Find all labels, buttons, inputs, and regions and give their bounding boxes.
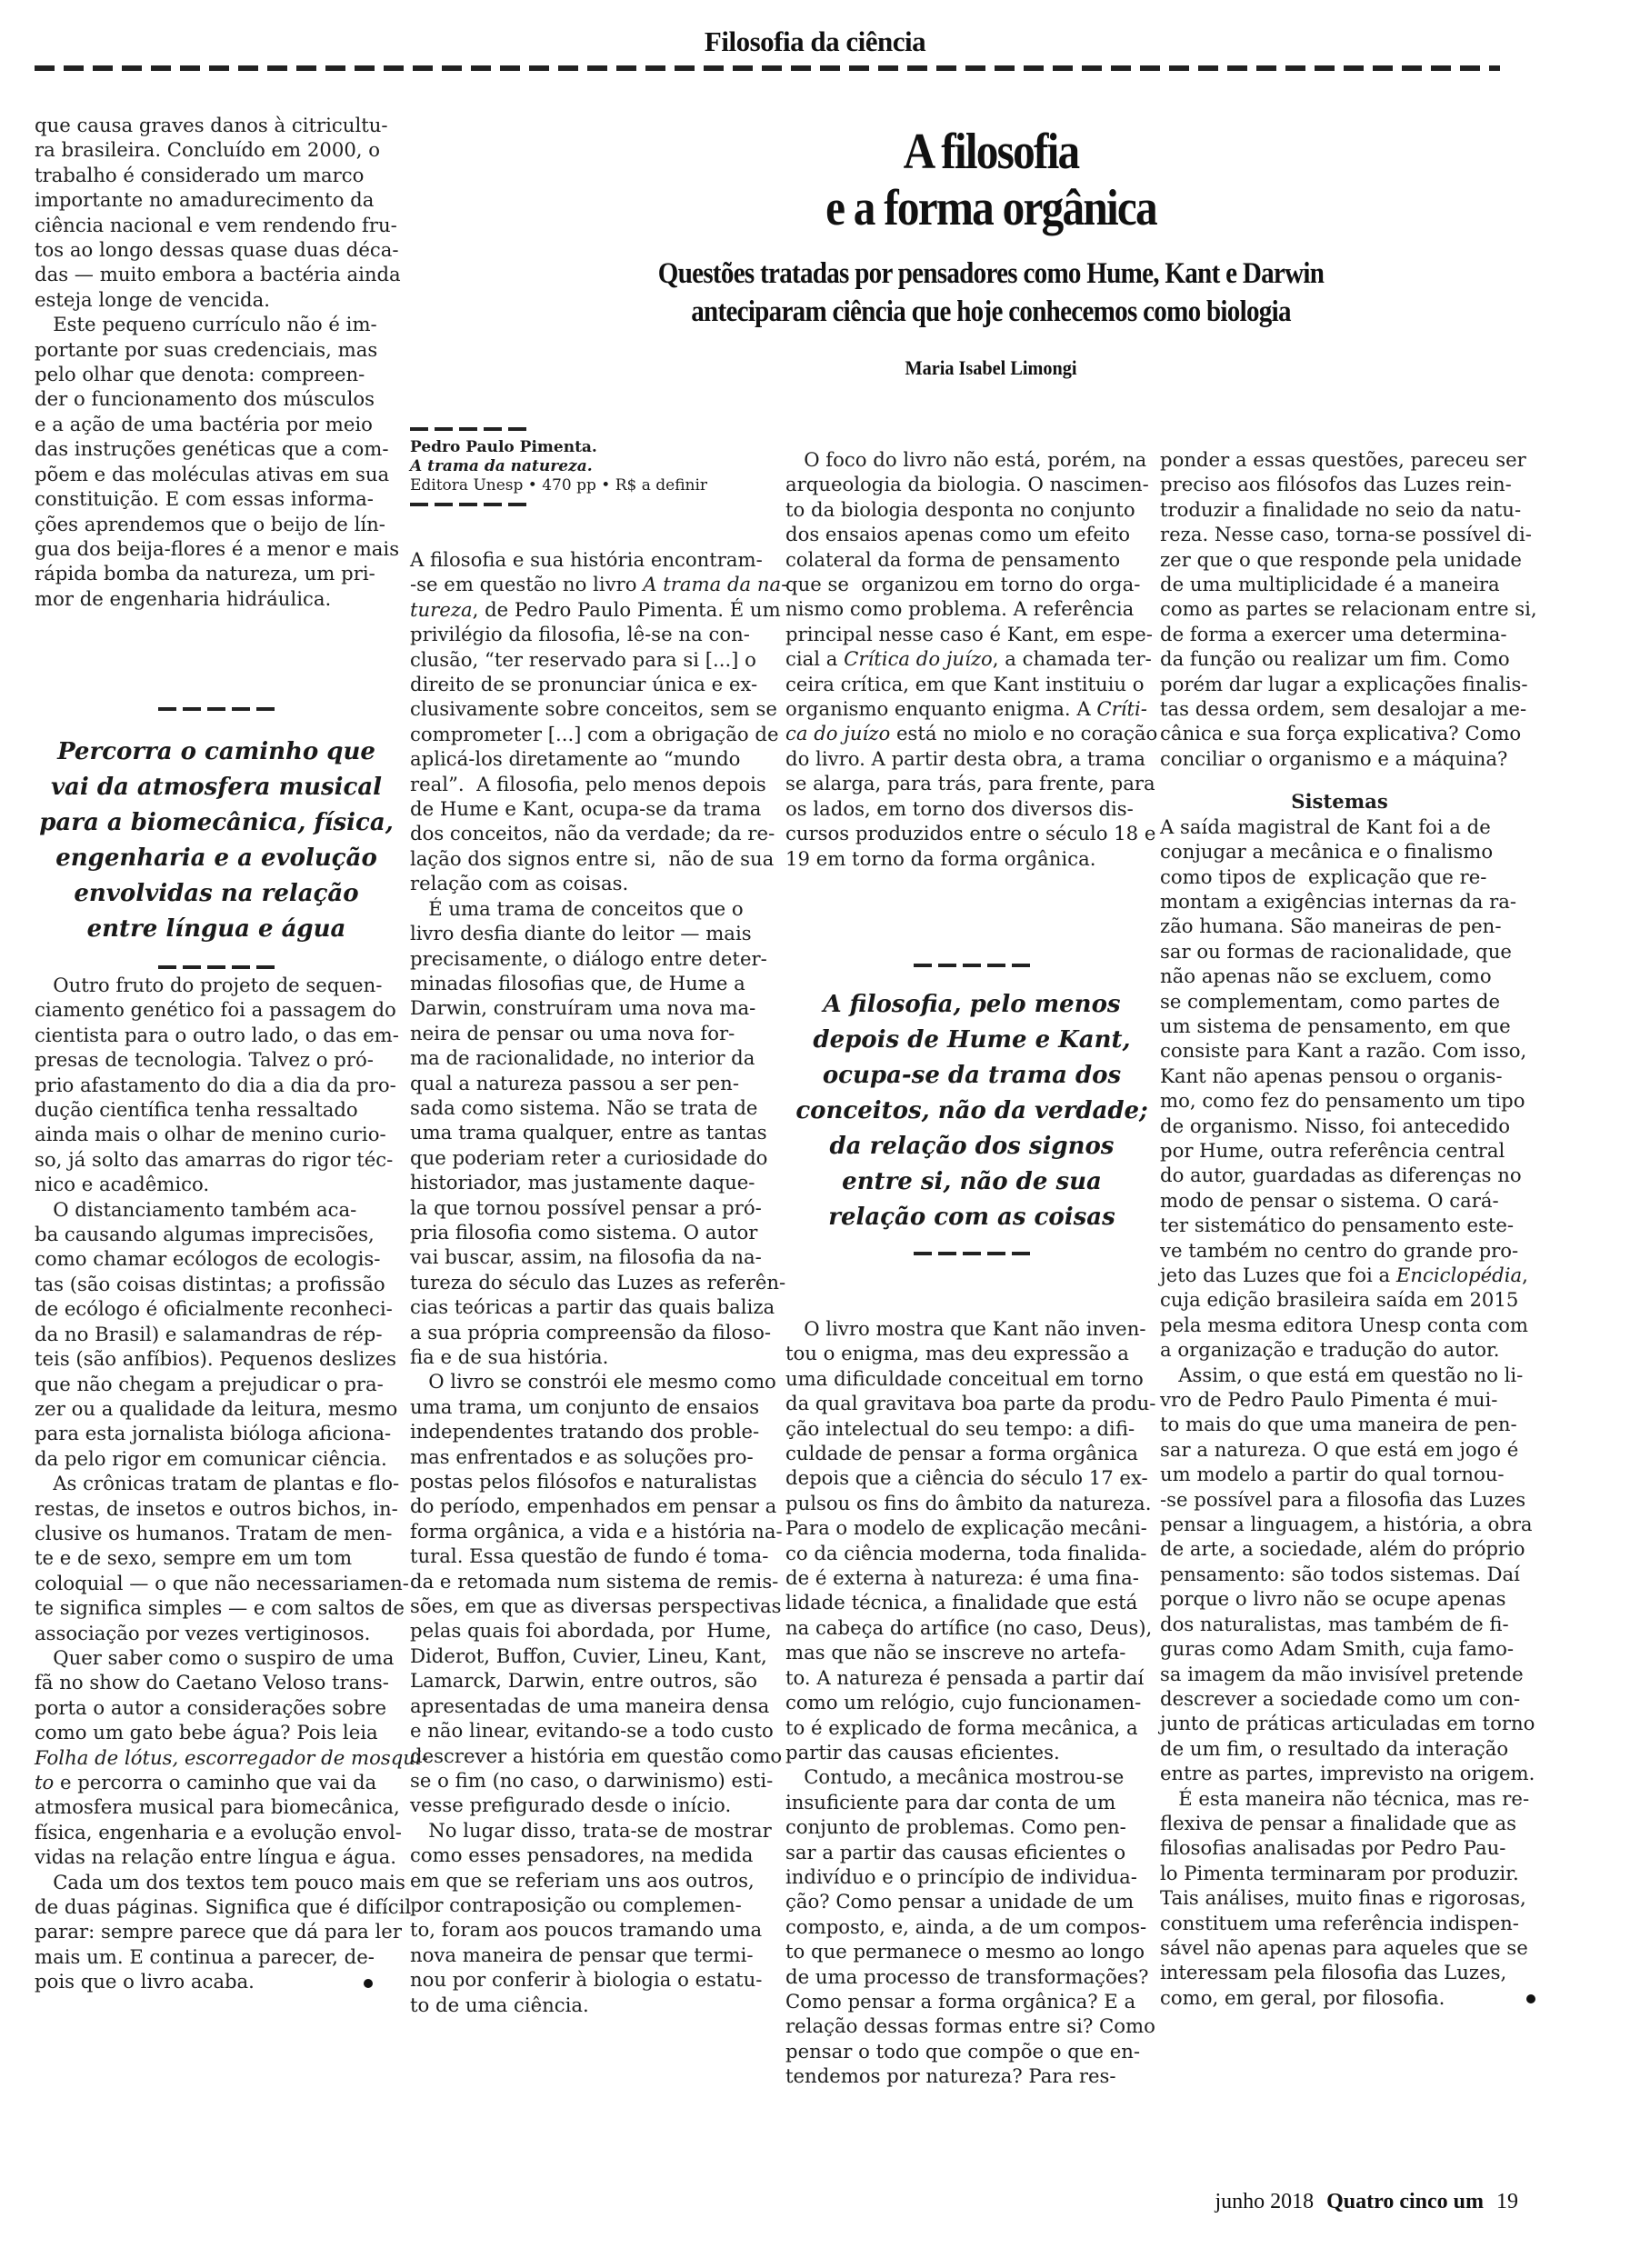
text-line: que se organizou em torno do orga- bbox=[785, 573, 1141, 596]
text-line: ba causando algumas imprecisões, bbox=[35, 1223, 375, 1246]
text-line: mais um. E continua a parecer, de- bbox=[35, 1944, 375, 1968]
text-line: que causa graves danos à citricultu- bbox=[35, 114, 388, 136]
text-line: la que tornou possível pensar a pró- bbox=[410, 1195, 762, 1219]
text-line: porque o livro não se ocupe apenas bbox=[1160, 1587, 1506, 1611]
text-line: livro desfia diante do leitor — mais bbox=[410, 922, 752, 945]
text-line: dos naturalistas, mas também de fi- bbox=[1160, 1612, 1509, 1635]
text-line: cientista para o outro lado, o das em- bbox=[35, 1023, 399, 1046]
text-line: relação dessas formas entre si? Como bbox=[785, 2014, 1155, 2038]
text-line: interessam pela filosofia das Luzes, bbox=[1160, 1961, 1507, 1984]
text-line: to é explicado de forma mecânica, a bbox=[785, 1715, 1138, 1739]
text-line: ve também no centro do grande pro- bbox=[1160, 1238, 1519, 1262]
text-line: pensar o todo que compõe o que en- bbox=[785, 2039, 1141, 2063]
text-line: sar ou formas de racionalidade, que bbox=[1160, 939, 1512, 963]
text-line: fã no show do Caetano Veloso trans- bbox=[35, 1671, 389, 1694]
text-line: mo, como fez do pensamento um tipo bbox=[1160, 1089, 1525, 1113]
text-line: de arte, a sociedade, além do próprio bbox=[1160, 1537, 1525, 1561]
text-line: dos conceitos, não da verdade; da re- bbox=[410, 822, 775, 845]
text-line: de uma processo de transformações? bbox=[785, 1964, 1149, 1988]
text-line: sar a natureza. O que está em jogo é bbox=[1160, 1437, 1519, 1461]
text-line: vro de Pedro Paulo Pimenta é mui- bbox=[1160, 1388, 1498, 1412]
text-line: ção intelectual do seu tempo: a difi- bbox=[785, 1416, 1135, 1440]
article-byline: Maria Isabel Limongi bbox=[905, 356, 1077, 379]
text-line: lo Pimenta terminaram por produzir. bbox=[1160, 1861, 1519, 1884]
text-line: ciamento genético foi a passagem do bbox=[35, 998, 396, 1022]
text-line: insuficiente para dar conta de um bbox=[785, 1790, 1116, 1813]
end-mark-icon bbox=[364, 1979, 373, 1988]
text-line: ca do juízo está no miolo e no coração bbox=[785, 722, 1158, 745]
column-3-top bbox=[785, 447, 1158, 871]
text-line: se alarga, para trás, para frente, para bbox=[785, 772, 1155, 795]
text-line: como um relógio, cujo funcionamen- bbox=[785, 1691, 1142, 1714]
pull-quote-line: conceitos, não da verdade; bbox=[795, 1097, 1148, 1124]
text-line: pria filosofia como sistema. O autor bbox=[410, 1220, 758, 1244]
text-line: guras como Adam Smith, cuja famo- bbox=[1160, 1637, 1515, 1661]
text-line: depois que a ciência do século 17 ex- bbox=[785, 1466, 1148, 1490]
text-line: coloquial — o que não necessariamen- bbox=[35, 1571, 409, 1594]
text-line: põem e das moléculas ativas em sua bbox=[35, 462, 390, 485]
text-line: de duas páginas. Significa que é difícil bbox=[35, 1895, 412, 1919]
text-line: da qual gravitava boa parte da produ- bbox=[785, 1392, 1156, 1415]
text-line: prio afastamento do dia a dia da pro- bbox=[35, 1073, 396, 1096]
text-line: Quer saber como o suspiro de uma bbox=[35, 1645, 395, 1669]
book-title: A trama da natureza. bbox=[410, 457, 593, 475]
text-line: Contudo, a mecânica mostrou-se bbox=[785, 1765, 1125, 1789]
title-line: e a forma orgânica bbox=[825, 180, 1156, 236]
text-line: de uma multiplicidade é a maneira bbox=[1160, 573, 1500, 596]
text-line: mor de engenharia hidráulica. bbox=[35, 586, 332, 610]
text-line: na cabeça do artífice (no caso, Deus), bbox=[785, 1615, 1153, 1639]
text-line: so, já solto das amarras do rigor téc- bbox=[35, 1147, 394, 1171]
column-3-bottom bbox=[785, 1316, 1156, 2089]
text-line: filosofias analisadas por Pedro Pau- bbox=[1160, 1836, 1506, 1860]
book-details: Editora Unesp • 470 pp • R$ a definir bbox=[410, 476, 708, 495]
text-line: der o funcionamento dos músculos bbox=[35, 387, 375, 411]
text-line: organismo enquanto enigma. A Críti- bbox=[785, 697, 1147, 721]
pull-quote-line: vai da atmosfera musical bbox=[50, 774, 383, 801]
pull-quote-line: ocupa-se da trama dos bbox=[822, 1062, 1122, 1089]
text-line: pensamento: são todos sistemas. Daí bbox=[1160, 1562, 1520, 1585]
text-line: da função ou realizar um fim. Como bbox=[1160, 647, 1510, 671]
text-line: mas enfrentados e as soluções pro- bbox=[410, 1444, 754, 1468]
text-line: to de uma ciência. bbox=[410, 1993, 589, 2016]
text-line: O livro mostra que Kant não inven- bbox=[785, 1317, 1146, 1340]
subheading-sistemas: Sistemas bbox=[1291, 790, 1388, 814]
text-line: entre as partes, imprevisto na origem. bbox=[1160, 1762, 1535, 1785]
text-line: A saída magistral de Kant foi a de bbox=[1160, 814, 1491, 838]
end-mark-icon bbox=[1526, 1994, 1535, 2003]
text-line: gua dos beija-flores é a menor e mais bbox=[35, 536, 400, 560]
text-line: Como pensar a forma orgânica? E a bbox=[785, 1989, 1136, 2013]
pull-quote-line: para a biomecânica, física, bbox=[39, 809, 394, 836]
divider-dashes bbox=[410, 503, 526, 506]
text-line: ter sistemático do pensamento este- bbox=[1160, 1214, 1515, 1237]
text-line: nova maneira de pensar que termi- bbox=[410, 1943, 754, 1966]
text-line: vai buscar, assim, na filosofia da na- bbox=[410, 1245, 762, 1269]
text-line: cursos produzidos entre o século 18 e bbox=[785, 822, 1156, 845]
column-1-bottom bbox=[35, 973, 428, 1994]
text-line: de um fim, o resultado da interação bbox=[1160, 1736, 1509, 1760]
column-4 bbox=[1160, 447, 1537, 2010]
text-line: um sistema de pensamento, em que bbox=[1160, 1014, 1511, 1037]
page-number: 19 bbox=[1496, 2190, 1518, 2213]
text-line: tureza do século das Luzes as referên- bbox=[410, 1270, 786, 1294]
title-line: A filosofia bbox=[903, 124, 1079, 180]
text-line: 19 em torno da forma orgânica. bbox=[785, 846, 1096, 870]
text-line: vesse prefigurado desde o início. bbox=[410, 1793, 732, 1817]
text-line: como um gato bebe água? Pois leia bbox=[35, 1721, 378, 1744]
text-line: pulsou os fins do âmbito da natureza. bbox=[785, 1491, 1152, 1514]
text-line: sada como sistema. Não se trata de bbox=[410, 1095, 758, 1119]
article-subtitle bbox=[471, 255, 1511, 331]
text-line: ceira crítica, em que Kant instituiu o bbox=[785, 672, 1145, 695]
text-line: neira de pensar ou uma nova for- bbox=[410, 1021, 735, 1044]
text-line: como esses pensadores, na medida bbox=[410, 1843, 754, 1867]
text-line: se complementam, como partes de bbox=[1160, 989, 1501, 1013]
divider-dashes bbox=[914, 1252, 1030, 1255]
text-line: dução científica tenha ressaltado bbox=[35, 1098, 358, 1122]
text-line: Outro fruto do projeto de sequen- bbox=[35, 974, 383, 996]
text-line: co da ciência moderna, toda finalida- bbox=[785, 1541, 1147, 1564]
text-line: os lados, em torno dos diversos dis- bbox=[785, 796, 1134, 820]
text-line: associação por vezes vertiginosos. bbox=[35, 1621, 371, 1644]
text-line: No lugar disso, trata-se de mostrar bbox=[410, 1818, 772, 1842]
text-line: ra brasileira. Concluído em 2000, o bbox=[35, 138, 381, 162]
divider-dashes bbox=[410, 427, 526, 431]
text-line: privilégio da filosofia, lê-se na con- bbox=[410, 623, 750, 646]
text-line: atmosfera musical para biomecânica, bbox=[35, 1795, 400, 1819]
pull-quote-2 bbox=[785, 964, 1158, 1255]
text-line: consiste para Kant a razão. Com isso, bbox=[1160, 1039, 1527, 1063]
text-line: pelas quais foi abordada, por Hume, bbox=[410, 1619, 772, 1643]
text-line: fia e de sua história. bbox=[410, 1345, 609, 1368]
text-line: a organização e tradução do autor. bbox=[1160, 1338, 1500, 1362]
text-line: Diderot, Buffon, Cuvier, Lineu, Kant, bbox=[410, 1644, 767, 1667]
book-title-italic: Folha de lótus, escorregador de mosqui- bbox=[35, 1745, 428, 1769]
text-line: ções aprendemos que o beijo de lín- bbox=[35, 512, 385, 535]
text-line: flexiva de pensar a finalidade que as bbox=[1160, 1811, 1517, 1834]
text-line: O foco do livro não está, porém, na bbox=[785, 448, 1147, 471]
text-line: do autor, guardadas as diferenças no bbox=[1160, 1164, 1522, 1187]
text-line: conjugar a mecânica e o finalismo bbox=[1160, 840, 1494, 864]
text-line: para esta jornalista bióloga aficiona- bbox=[35, 1422, 392, 1445]
text-line: como as partes se relacionam entre si, bbox=[1160, 597, 1537, 621]
text-line: comprometer [...] com a obrigação de bbox=[410, 722, 779, 745]
text-line: restas, de insetos e outros bichos, in- bbox=[35, 1496, 398, 1520]
text-line: da no Brasil) e salamandras de rép- bbox=[35, 1322, 383, 1345]
text-line: de ecólogo é oficialmente reconheci- bbox=[35, 1297, 393, 1321]
text-line: to que permanece o mesmo ao longo bbox=[785, 1940, 1145, 1963]
text-line: ciência nacional e vem rendendo fru- bbox=[35, 213, 397, 236]
pull-quote-line: envolvidas na relação bbox=[74, 880, 359, 907]
article-title bbox=[471, 124, 1511, 236]
column-2 bbox=[410, 547, 788, 2017]
text-line: de Hume e Kant, ocupa-se da trama bbox=[410, 797, 762, 821]
text-line: postas pelos filósofos e naturalistas bbox=[410, 1470, 757, 1494]
text-line: como, em geral, por filosofia. bbox=[1160, 1985, 1519, 2010]
text-line: descrever a história em questão como bbox=[410, 1743, 783, 1767]
book-info-box bbox=[410, 427, 769, 506]
text-line: composto, e, ainda, a de um compos- bbox=[785, 1914, 1147, 1938]
text-line: to, foram aos poucos tramando uma bbox=[410, 1918, 763, 1942]
text-line: da e retomada num sistema de remis- bbox=[410, 1569, 779, 1593]
text-line: da pelo rigor em comunicar ciência. bbox=[35, 1446, 387, 1470]
text-line: forma orgânica, a vida e a história na- bbox=[410, 1519, 783, 1543]
text-line: de forma a exercer uma determina- bbox=[1160, 622, 1507, 645]
text-line: to mais do que uma maneira de pen- bbox=[1160, 1413, 1517, 1436]
text-line: cial a Crítica do juízo, a chamada ter- bbox=[785, 647, 1152, 671]
text-line: cuja edição brasileira saída em 2015 bbox=[1160, 1288, 1519, 1312]
text-line: se o fim (no caso, o darwinismo) esti- bbox=[410, 1768, 774, 1792]
text-line: to e percorra o caminho que vai da bbox=[35, 1771, 377, 1793]
text-line: e a ação de uma bactéria por meio bbox=[35, 412, 373, 435]
text-line: uma trama, um conjunto de ensaios bbox=[410, 1394, 760, 1418]
pull-quote-line: Percorra o caminho que bbox=[57, 738, 375, 765]
pull-quote-line: da relação dos signos bbox=[829, 1133, 1115, 1160]
text-line: portante por suas credenciais, mas bbox=[35, 337, 378, 361]
text-line: arqueologia da biologia. O nascimen- bbox=[785, 473, 1149, 496]
text-line: precisamente, o diálogo entre deter- bbox=[410, 946, 767, 970]
text-line: Assim, o que está em questão no li- bbox=[1160, 1363, 1524, 1386]
text-line: As crônicas tratam de plantas e flo- bbox=[35, 1472, 400, 1495]
text-line: pensar a linguagem, a história, a obra bbox=[1160, 1513, 1533, 1536]
text-line: colateral da forma de pensamento bbox=[785, 547, 1121, 571]
pull-quote-line: relação com as coisas bbox=[828, 1204, 1115, 1231]
text-line: direito de se pronunciar única e ex- bbox=[410, 673, 758, 696]
text-line: em que se referiam uns aos outros, bbox=[410, 1868, 755, 1892]
divider-dashes bbox=[914, 964, 1030, 967]
text-line: conciliar o organismo e a máquina? bbox=[1160, 746, 1508, 770]
text-line: uma dificuldade conceitual em torno bbox=[785, 1366, 1144, 1390]
text-line: de é externa à natureza: é uma fina- bbox=[785, 1566, 1139, 1590]
text-line: rápida bomba da natureza, um pri- bbox=[35, 562, 375, 585]
text-line: sões, em que as diversas perspectivas bbox=[410, 1594, 782, 1618]
header-dashed-rule bbox=[35, 65, 1500, 71]
text-line: tural. Essa questão de fundo é toma- bbox=[410, 1544, 769, 1568]
text-line: física, engenharia e a evolução envol- bbox=[35, 1820, 402, 1843]
text-line: como chamar ecólogos de ecologis- bbox=[35, 1247, 381, 1271]
book-author: Pedro Paulo Pimenta. bbox=[410, 438, 597, 456]
text-line: relação com as coisas. bbox=[410, 872, 629, 895]
text-line: partir das causas eficientes. bbox=[785, 1740, 1060, 1763]
column-1-top bbox=[35, 113, 401, 611]
text-line: zão humana. São maneiras de pen- bbox=[1160, 914, 1502, 938]
text-line: Darwin, construíram uma nova ma- bbox=[410, 996, 756, 1020]
text-line: -se em questão no livro A trama da na- bbox=[410, 573, 788, 596]
text-line: pois que o livro acaba. bbox=[35, 1969, 398, 1993]
text-line: pelo olhar que denota: compreen- bbox=[35, 363, 365, 386]
text-line: modo de pensar o sistema. O cará- bbox=[1160, 1188, 1499, 1212]
text-line: to. A natureza é pensada a partir daí bbox=[785, 1665, 1145, 1689]
text-line: dos ensaios apenas como um efeito bbox=[785, 523, 1131, 546]
text-line: -se possível para a filosofia das Luzes bbox=[1160, 1487, 1526, 1511]
text-line: tendemos por natureza? Para res- bbox=[785, 2064, 1116, 2088]
text-line: cânica e sua força explicativa? Como bbox=[1160, 722, 1522, 745]
text-line: tureza, de Pedro Paulo Pimenta. É um bbox=[410, 597, 781, 621]
text-line: das — muito embora a bactéria ainda bbox=[35, 263, 401, 286]
text-line: ainda mais o olhar de menino curio- bbox=[35, 1123, 386, 1146]
pull-quote-line: entre língua e água bbox=[86, 915, 346, 943]
text-line: sar a partir das causas eficientes o bbox=[785, 1840, 1126, 1863]
magazine-name: Quatro cinco um bbox=[1326, 2190, 1484, 2213]
text-line: montam a exigências internas da ra- bbox=[1160, 889, 1517, 913]
text-line: ção? Como pensar a unidade de um bbox=[785, 1890, 1135, 1913]
text-line: sável não apenas para aqueles que se bbox=[1160, 1935, 1528, 1959]
text-line: O livro se constrói ele mesmo como bbox=[410, 1370, 776, 1394]
pull-quote-line: A filosofia, pelo menos bbox=[823, 991, 1121, 1018]
text-line: Lamarck, Darwin, entre outros, são bbox=[410, 1669, 758, 1693]
page-footer bbox=[1173, 2190, 1518, 2214]
text-line: a sua própria compreensão da filoso- bbox=[410, 1320, 772, 1344]
subtitle-line: anteciparam ciência que hoje conhecemos como biologia bbox=[691, 295, 1291, 328]
text-line: por Hume, outra referência central bbox=[1160, 1138, 1505, 1162]
text-line: nou por conferir à biologia o estatu- bbox=[410, 1968, 763, 1992]
text-line: trabalho é considerado um marco bbox=[35, 163, 365, 186]
text-line: qual a natureza passou a ser pen- bbox=[410, 1071, 739, 1094]
text-line: reza. Nesse caso, torna-se possível di- bbox=[1160, 523, 1532, 546]
divider-dashes bbox=[158, 965, 275, 969]
text-line: esteja longe de vencida. bbox=[35, 287, 270, 311]
text-line: que não chegam a prejudicar o pra- bbox=[35, 1372, 384, 1395]
text-line: de organismo. Nisso, foi antecedido bbox=[1160, 1114, 1510, 1137]
text-line: É uma trama de conceitos que o bbox=[410, 896, 744, 920]
text-line: pela mesma editora Unesp conta com bbox=[1160, 1313, 1528, 1336]
text-line: importante no amadurecimento da bbox=[35, 188, 375, 212]
text-line: indivíduo e o princípio de individua- bbox=[785, 1864, 1137, 1888]
text-line: minadas filosofias que, de Hume a bbox=[410, 971, 745, 994]
text-line: real”. A filosofia, pelo menos depois bbox=[410, 772, 766, 795]
text-line: lidade técnica, a finalidade que está bbox=[785, 1591, 1138, 1614]
text-line: te significa simples — e com saltos de bbox=[35, 1596, 405, 1620]
text-line: das instruções genéticas que a com- bbox=[35, 437, 389, 461]
text-line: por contraposição ou complemen- bbox=[410, 1893, 742, 1916]
text-line: conjunto de problemas. Como pen- bbox=[785, 1815, 1126, 1839]
text-line: teis (são anfíbios). Pequenos deslizes bbox=[35, 1347, 396, 1371]
text-line: não apenas não se excluem, como bbox=[1160, 964, 1492, 988]
text-line: te e de sexo, sempre em um tom bbox=[35, 1546, 353, 1570]
text-line: do período, empenhados em pensar a bbox=[410, 1494, 777, 1518]
text-line: principal nesse caso é Kant, em espe- bbox=[785, 622, 1153, 645]
text-line: constituem uma referência indispen- bbox=[1160, 1911, 1519, 1934]
text-line: clusivamente sobre conceitos, sem se bbox=[410, 697, 777, 721]
section-header: Filosofia da ciência bbox=[704, 25, 926, 57]
text-line: É esta maneira não técnica, mas re- bbox=[1160, 1786, 1530, 1810]
text-line: que poderiam reter a curiosidade do bbox=[410, 1145, 768, 1169]
text-line: tas (são coisas distintas; a profissão bbox=[35, 1272, 385, 1295]
text-line: tou o enigma, mas deu expressão a bbox=[785, 1342, 1129, 1365]
text-line: O distanciamento também aca- bbox=[35, 1197, 357, 1221]
text-line: tas dessa ordem, sem desalojar a me- bbox=[1160, 697, 1527, 721]
text-line: constituição. E com essas informa- bbox=[35, 487, 374, 511]
text-line: descrever a sociedade como um con- bbox=[1160, 1686, 1521, 1710]
text-line: apresentadas de uma maneira densa bbox=[410, 1694, 770, 1717]
text-line: parar: sempre parece que dá para ler bbox=[35, 1920, 402, 1943]
text-line: lação dos signos entre si, não de sua bbox=[410, 846, 775, 870]
text-line: porta o autor a considerações sobre bbox=[35, 1695, 387, 1719]
text-line: mas que não se inscreve no artefa- bbox=[785, 1641, 1126, 1664]
pull-quote-line: engenharia e a evolução bbox=[55, 844, 377, 872]
text-line: clusão, “ter reservado para si [...] o bbox=[410, 647, 756, 671]
text-line: zer ou a qualidade da leitura, mesmo bbox=[35, 1396, 398, 1420]
text-line: vidas na relação entre língua e água. bbox=[35, 1845, 396, 1869]
text-line: Este pequeno currículo não é im- bbox=[35, 313, 377, 336]
text-line: tos ao longo dessas quase duas déca- bbox=[35, 238, 399, 262]
text-line: porém dar lugar a explicações finalis- bbox=[1160, 672, 1528, 695]
text-line: zer que o que responde pela unidade bbox=[1160, 547, 1522, 571]
text-line: cias teóricas a partir das quais baliza bbox=[410, 1295, 775, 1319]
text-line: sa imagem da mão invisível pretende bbox=[1160, 1662, 1524, 1685]
text-line: to da biologia desponta no conjunto bbox=[785, 497, 1135, 521]
text-line: jeto das Luzes que foi a Enciclopédia, bbox=[1160, 1264, 1528, 1286]
text-line: junto de práticas articuladas em torno bbox=[1160, 1712, 1535, 1735]
text-line: do livro. A partir desta obra, a trama bbox=[785, 746, 1145, 770]
text-line: troduzir a finalidade no seio da natu- bbox=[1160, 497, 1522, 521]
pull-quote-line: entre si, não de sua bbox=[842, 1168, 1102, 1195]
text-line: aplicá-los diretamente ao “mundo bbox=[410, 747, 741, 771]
text-line: um modelo a partir do qual tornou- bbox=[1160, 1463, 1505, 1486]
pull-quote-1 bbox=[35, 707, 398, 969]
text-line: Cada um dos textos tem pouco mais bbox=[35, 1870, 405, 1893]
text-line: Tais análises, muito finas e rigorosas, bbox=[1160, 1886, 1526, 1910]
text-line: historiador, mas justamente daque- bbox=[410, 1171, 755, 1194]
text-line: Kant não apenas pensou o organis- bbox=[1160, 1064, 1503, 1087]
text-line: independentes tratando dos proble- bbox=[410, 1420, 760, 1444]
divider-dashes bbox=[158, 707, 275, 711]
text-line: Para o modelo de explicação mecâni- bbox=[785, 1516, 1147, 1540]
subtitle-line: Questões tratadas por pensadores como Hume, Kant e Darwin bbox=[657, 257, 1325, 290]
text-line: A filosofia e sua história encontram- bbox=[410, 548, 763, 571]
text-line: como tipos de explicação que re- bbox=[1160, 864, 1487, 888]
text-line: culdade de pensar a forma orgânica bbox=[785, 1442, 1138, 1465]
text-line: nismo como problema. A referência bbox=[785, 597, 1135, 621]
text-line: nico e acadêmico. bbox=[35, 1173, 210, 1196]
text-line: clusive os humanos. Tratam de men- bbox=[35, 1521, 393, 1544]
issue-date: junho 2018 bbox=[1215, 2190, 1315, 2213]
text-line: preciso aos filósofos das Luzes rein- bbox=[1160, 473, 1512, 496]
text-line: ma de racionalidade, no interior da bbox=[410, 1046, 755, 1070]
text-line: ponder a essas questões, pareceu ser bbox=[1160, 448, 1526, 471]
text-line: presas de tecnologia. Talvez o pró- bbox=[35, 1048, 374, 1072]
pull-quote-line: depois de Hume e Kant, bbox=[813, 1026, 1131, 1054]
text-line: e não linear, evitando-se a todo custo bbox=[410, 1719, 774, 1743]
text-line: uma trama qualquer, entre as tantas bbox=[410, 1121, 767, 1144]
